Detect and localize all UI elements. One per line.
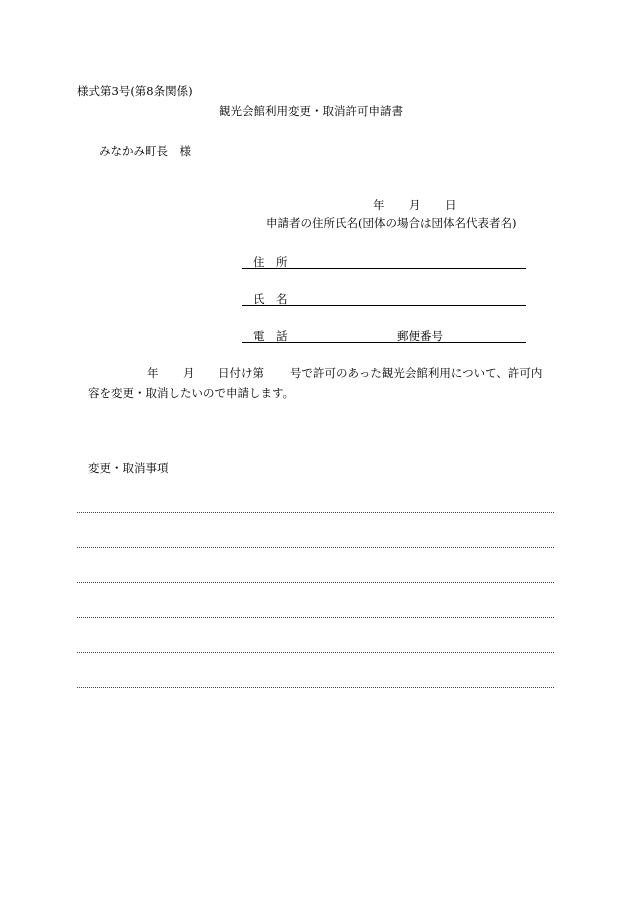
body-month: 月: [183, 366, 195, 380]
form-number: 様式第3号(第8条関係): [77, 84, 193, 98]
body-day-ref: 日付け第: [218, 366, 264, 380]
address-label: 住 所: [253, 255, 288, 269]
phone-label: 電 話: [253, 329, 288, 343]
date-day: 日: [445, 198, 457, 212]
change-item-line[interactable]: [77, 547, 554, 548]
change-item-line[interactable]: [77, 652, 554, 653]
body-line2: 容を変更・取消したいので申請します。: [88, 386, 295, 400]
date-year: 年: [373, 198, 385, 212]
name-field-line[interactable]: [242, 305, 526, 306]
body-line1-rest: 号で許可のあった観光会館利用について、許可内: [290, 366, 543, 380]
change-item-line[interactable]: [77, 512, 554, 513]
name-label: 氏 名: [253, 292, 288, 306]
applicant-note: 申請者の住所氏名(団体の場合は団体名代表者名): [266, 216, 517, 230]
change-item-line[interactable]: [77, 687, 554, 688]
document-title: 観光会館利用変更・取消許可申請書: [219, 104, 403, 118]
address-field-line[interactable]: [242, 268, 526, 269]
date-month: 月: [409, 198, 421, 212]
body-year: 年: [147, 366, 159, 380]
phone-field-line[interactable]: [242, 342, 526, 343]
postal-label: 郵便番号: [397, 329, 443, 343]
change-item-line[interactable]: [77, 582, 554, 583]
change-item-line[interactable]: [77, 617, 554, 618]
section-heading: 変更・取消事項: [88, 461, 169, 475]
addressee: みなかみ町長 様: [99, 144, 191, 158]
